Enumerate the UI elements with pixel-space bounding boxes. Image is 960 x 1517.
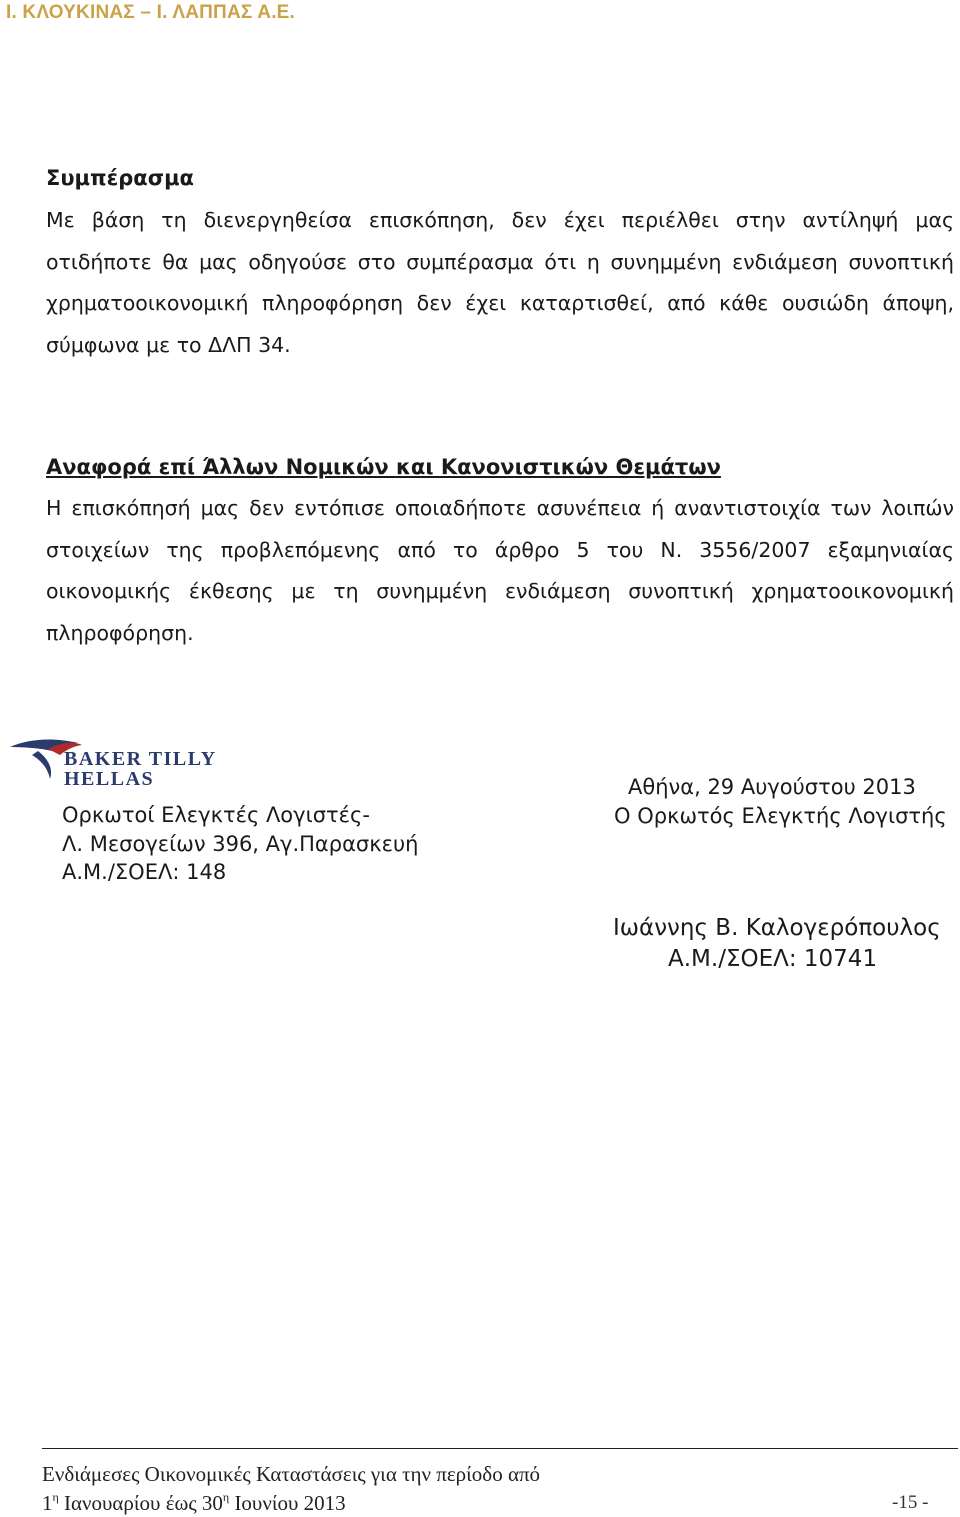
footer-line-1: Ενδιάμεσες Οικονομικές Καταστάσεις για την περίοδο από	[42, 1462, 541, 1486]
page-number: -15 -	[892, 1492, 929, 1513]
firm-line-1: Ορκωτοί Ελεγκτές Λογιστές-	[62, 803, 370, 827]
logo-line2: HELLAS	[64, 768, 155, 789]
firm-details	[62, 801, 418, 887]
firm-address: Λ. Μεσογείων 396, Αγ.Παρασκευή	[62, 831, 419, 856]
signature-date: Αθήνα, 29 Αυγούστου 2013	[628, 775, 916, 799]
signatory-name: Ιωάννης Β. Καλογερόπουλος	[613, 915, 941, 941]
conclusion-heading: Συμπέρασμα	[46, 166, 194, 190]
signatory-registration: Α.Μ./ΣΟΕΛ: 10741	[668, 946, 878, 972]
other-matters-paragraph: Η επισκόπησή μας δεν εντόπισε οποιαδήποτε ασυνέπεια ή αναντιστοιχία των λοιπών στοιχείων της προβλεπόμενης από το άρθρο 5 του Ν. 3556/2007 εξαμηνιαίας οικονομικής έκθεσης με τη συνημμένη ενδιάμεση συνοπτική χρηματοοικονομική πληροφόρηση.	[46, 496, 954, 645]
signature-title: Ο Ορκωτός Ελεγκτής Λογιστής	[614, 804, 947, 828]
document-header: Ι. ΚΛΟΥΚΙΝΑΣ – Ι. ΛΑΠΠΑΣ Α.Ε.	[6, 2, 296, 23]
footer-line-2: $1^\eta$ Ιανουαρίου έως $30^\eta$ Ιουνίου 2013	[42, 1490, 346, 1515]
firm-registration: Α.Μ./ΣΟΕΛ: 148	[62, 860, 227, 884]
logo-line1: BAKER TILLY	[64, 748, 217, 770]
baker-tilly-logo	[8, 733, 258, 789]
footer-divider	[42, 1448, 958, 1449]
conclusion-paragraph: Με βάση τη διενεργηθείσα επισκόπηση, δεν έχει περιέλθει στην αντίληψή μας οτιδήποτε θα μας οδηγούσε στο συμπέρασμα ότι η συνημμένη ενδιάμεση συνοπτική χρηματοοικονομική πληροφόρηση δεν έχει καταρτισθεί, από κάθε ουσιώδη άποψη, σύμφωνα με το ΔΛΠ 34.	[46, 208, 954, 357]
other-matters-heading: Αναφορά επί Άλλων Νομικών και Κανονιστικών Θεμάτων	[46, 455, 721, 479]
